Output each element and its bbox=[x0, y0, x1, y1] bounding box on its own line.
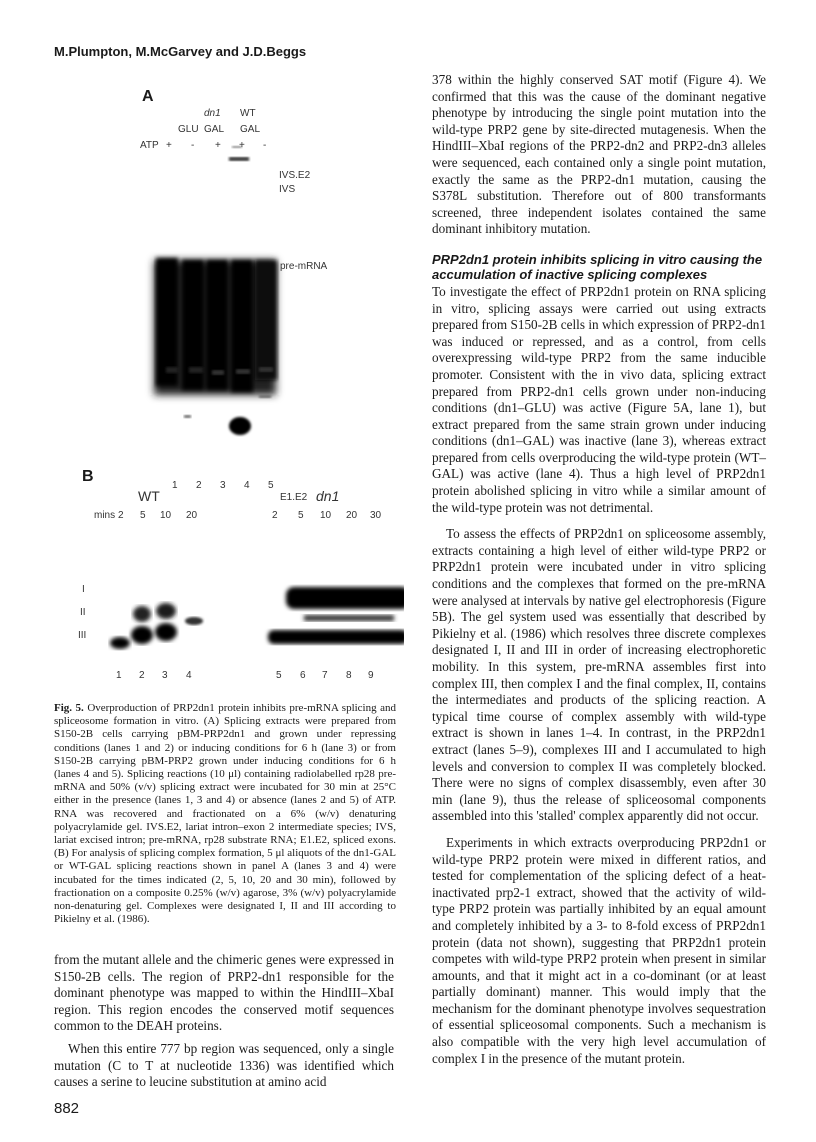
label-complex-iii: III bbox=[78, 630, 87, 641]
panel-b-letter: B bbox=[82, 468, 94, 485]
left-column-body bbox=[54, 952, 394, 1097]
label-dn1-a: dn1 bbox=[204, 108, 221, 119]
lane-b-7: 7 bbox=[322, 670, 328, 681]
page-number: 882 bbox=[54, 1100, 80, 1117]
caption-panel-a: (A) Splicing extracts were prepared from S150-2B cells carrying pBM-PRP2dn1 and grown under repressing conditions (lanes 1 and 2) or inducing conditions for 6 h (lane 3) or from S150-2B carrying pBM-PRP2 grown under inducing conditions for 6 h (lanes 4 and 5). Splicing reactions (10 μl) containing radiolabelled rp28 pre-mRNA and 50% (v/v) splicing extract were incubated for 30 min at 25°C either in the presence (lanes 1, 3 and 4) or absence (lanes 2 and 5) of ATP. RNA was recovered and fractionated on a 6% (w/v) denaturing polyacrylamide gel. IVS.E2, lariat intron–exon 2 intermediate species; IVS, lariat excised intron; pre-mRNA, rp28 substrate RNA; E1.E2, spliced exons. bbox=[54, 715, 396, 847]
label-mins: mins bbox=[94, 510, 116, 521]
lane-b-4: 4 bbox=[186, 670, 192, 681]
caption-title: Overproduction of PRP2dn1 protein inhibits pre-mRNA splicing and spliceosome formation in vitro. bbox=[54, 702, 397, 728]
lane-b-5: 5 bbox=[276, 670, 282, 681]
label-e1e2: E1.E2 bbox=[280, 492, 308, 503]
time-dn-5: 30 bbox=[370, 510, 382, 521]
time-wt-2: 5 bbox=[140, 510, 146, 521]
caption-panel-b: (B) For analysis of splicing complex formation, 5 μl aliquots of the dn1-GAL or WT-GAL splicing reactions shown in panel A (lanes 3 and 4) were incubated for the times indicated (2, 5, 10, 20 and 30 min), followed by fractionation on a composite 0.25% (w/v) agarose, 3% (w/v) polyacrylamide non-denaturing gel. Complexes were designated I, II and III according to Pikielny et al. (1986). bbox=[54, 847, 396, 926]
lane-b-9: 9 bbox=[368, 670, 374, 681]
left-paragraph-2: When this entire 777 bp region was sequenced, only a single mutation (C to T at nucleotide 1336) was identified which causes a serine to leucine substitution at amino acid bbox=[54, 1040, 394, 1090]
running-header: M.Plumpton, M.McGarvey and J.D.Beggs bbox=[54, 44, 307, 59]
time-dn-1: 2 bbox=[272, 510, 278, 521]
atp-sign-5: - bbox=[263, 140, 267, 151]
lane-b-3: 3 bbox=[162, 670, 168, 681]
time-wt-4: 20 bbox=[186, 510, 198, 521]
section-heading: PRP2dn1 protein inhibits splicing in vitro causing the accumulation of inactive splicing complexes bbox=[432, 251, 763, 282]
label-complex-i: I bbox=[82, 584, 85, 595]
left-paragraph-1: from the mutant allele and the chimeric genes were expressed in S150-2B cells. The region of PRP2-dn1 responsible for the dominant phenotype was mapped to within the HindIII–XbaI region. This region encodes the conserved motif sequences common to the DEAH proteins. bbox=[54, 952, 394, 1034]
lane-b-8: 8 bbox=[346, 670, 352, 681]
label-glu: GLU bbox=[178, 124, 199, 135]
lane-a-5: 5 bbox=[268, 480, 274, 491]
time-wt-1: 2 bbox=[118, 510, 124, 521]
lane-b-2: 2 bbox=[139, 670, 145, 681]
panel-a-letter: A bbox=[142, 88, 154, 105]
label-ivs: IVS bbox=[279, 184, 296, 195]
atp-sign-3: + bbox=[215, 140, 221, 151]
right-paragraph-4: Experiments in which extracts overproducing PRP2dn1 or wild-type PRP2 protein were mixed in different ratios, and tested for complementation of the splicing defect of a heat-inactivated prp2-1 extract, showed that the activity of wild-type PRP2 protein was partially inhibited by an equal amount and completely inhibited by a 3- to 8-fold excess of PRP2dn1 protein (data not shown), suggesting that PRP2dn1 protein competes with wild-type PRP2 protein when present in similar amounts, and that it might act in a co-dominant (or at least partially dominant) manner. This would imply that the mechanism for the dominant phenotype involves sequestration of essential spliceosomal components. Such a mechanism is also compatible with the very high level accumulation of complex I in the presence of the mutant protein. bbox=[432, 834, 766, 1066]
panel-b-gel bbox=[110, 587, 404, 649]
label-ivs-e2: IVS.E2 bbox=[279, 170, 311, 181]
label-gal-2: GAL bbox=[240, 124, 261, 135]
band-ivs bbox=[229, 157, 249, 161]
atp-sign-2: - bbox=[191, 140, 195, 151]
label-wt-a: WT bbox=[240, 108, 256, 119]
gel-image bbox=[54, 70, 404, 695]
label-dn1-b: dn1 bbox=[316, 488, 340, 504]
lane-a-3: 3 bbox=[220, 480, 226, 491]
lane-a-2: 2 bbox=[196, 480, 202, 491]
right-paragraph-3: To assess the effects of PRP2dn1 on spliceosome assembly, extracts containing a high level of either wild-type PRP2 or PRP2dn1 protein were incubated under in vitro splicing conditions and the complexes that formed on the pre-mRNA were analysed at intervals by native gel electrophoresis (Figure 5B). The gel system used was essentially that described by Pikielny et al. (1986) which resolves three discrete complexes designated I, II and III in order of increasing electrophoretic mobility. In this system, pre-mRNA assembles first into complex III, then complex I and the final complex, II, contains the intermediates and products of the splicing reaction. A typical time course of complex assembly with wild-type extract is shown in lanes 1–4. In contrast, in the PRP2dn1 extract (lanes 5–9), complexes III and I accumulated to high levels and conversion to complex II was completely blocked. There were no signs of complex disassembly, even after 30 min (lane 9), thus the release of spliceosomal components assembled into this 'stalled' complex apparently did not occur. bbox=[432, 526, 766, 824]
time-dn-3: 10 bbox=[320, 510, 332, 521]
lane-a-4: 4 bbox=[244, 480, 250, 491]
atp-sign-4: + bbox=[239, 140, 245, 151]
atp-sign-1: + bbox=[166, 140, 172, 151]
label-pre-mrna: pre-mRNA bbox=[280, 261, 328, 272]
lane-b-1: 1 bbox=[116, 670, 122, 681]
panel-a-gel bbox=[154, 258, 277, 435]
figure-caption bbox=[54, 702, 396, 926]
label-atp: ATP bbox=[140, 140, 159, 151]
right-paragraph-1: 378 within the highly conserved SAT motif (Figure 4). We confirmed that this was the cause of the dominant negative phenotype by introducing the single point mutation into the wild-type PRP2 gene by site-directed mutagenesis. When the HindIII–XbaI regions of the PRP2-dn2 and PRP2-dn3 alleles were sequenced, each contained only a single point mutation, exactly the same as the PRP2-dn1 mutation, causing the S378L substitution. Therefore out of 800 transformants screened, three independent isolates contained the same dominant inhibitory mutation. bbox=[432, 72, 766, 237]
time-wt-3: 10 bbox=[160, 510, 172, 521]
time-dn-4: 20 bbox=[346, 510, 358, 521]
caption-fig-label: Fig. 5. bbox=[54, 702, 84, 714]
label-wt-b: WT bbox=[138, 488, 160, 504]
lane-b-6: 6 bbox=[300, 670, 306, 681]
label-gal-1: GAL bbox=[204, 124, 225, 135]
label-complex-ii: II bbox=[80, 607, 86, 618]
figure-5 bbox=[54, 70, 404, 695]
right-paragraph-2: To investigate the effect of PRP2dn1 protein on RNA splicing in vitro, splicing assays were carried out using extracts prepared from S150-2B cells in which expression of PRP2-dn1 was induced or repressed, and as a control, from cells overexpressing wild-type PRP2 from the same inducible promoter. Consistent with the in vivo data, splicing extract prepared from PRP2-dn1 cells grown under non-inducing conditions (dn1–GLU) was active (Figure 5A, lane 1), but extract prepared from the same strain grown under inducing conditions (dn1–GAL) was inactive (lane 3), whereas extract prepared from cells overproducing the wild-type protein (WT–GAL) was active (lane 4). Thus a high level of PRP2dn1 protein abolished splicing in vitro while a similar amount of the wild-type protein was not detrimental. bbox=[432, 283, 766, 515]
band-e1e2 bbox=[229, 417, 251, 435]
time-dn-2: 5 bbox=[298, 510, 304, 521]
right-column-body bbox=[432, 72, 766, 1077]
lane-a-1: 1 bbox=[172, 480, 178, 491]
